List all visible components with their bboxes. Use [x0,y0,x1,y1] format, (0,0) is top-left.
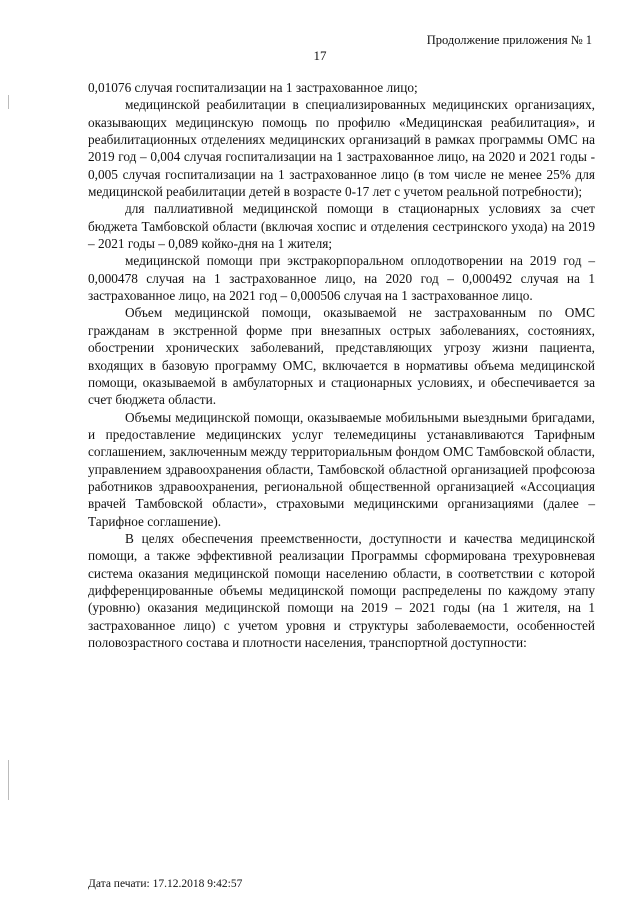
paragraph-6: Объемы медицинской помощи, оказываемые мобильными выездными бригадами, и предоставление медицинских услуг телемедицины устанавливаются Тарифным соглашением, заключенным между территориальным фондом ОМС Тамбовской области, управлением здравоохранения области, Тамбовской областной организацией профсоюза работников здравоохранения, региональной общественной организацией «Ассоциация врачей Тамбовской области», страховыми медицинскими организациями (далее – Тарифное соглашение). [88,409,595,529]
paragraph-1: 0,01076 случая госпитализации на 1 застрахованное лицо; [88,80,418,95]
paragraph-4: медицинской помощи при экстракорпоральном оплодотворении на 2019 год – 0,000478 случая на 1 застрахованное лицо, на 2020 год – 0,000492 случая на 1 застрахованное лицо, на 2021 год – 0,000506 случая на 1 застрахованное лицо. [88,253,595,304]
paragraph-2: медицинской реабилитации в специализированных медицинских организациях, оказывающих медицинскую помощь по профилю «Медицинская реабилитация», и реабилитационных отделениях медицинских организаций в рамках программы ОМС на 2019 год – 0,004 случая госпитализации на 1 застрахованное лицо, на 2020 и 2021 годы - 0,005 случая госпитализации на 1 застрахованное лицо (в том числе не менее 25% для медицинской реабилитации детей в возрасте 0-17 лет с учетом реальной потребности); [88,97,595,200]
paragraph-5: Объем медицинской помощи, оказываемой не застрахованным по ОМС гражданам в экстренной форме при внезапных острых заболеваниях, состояниях, обострении хронических заболеваний, представляющих угрозу жизни пациента, входящих в базовую программу ОМС, включается в нормативы объема медицинской помощи, оказываемой в амбулаторных и стационарных условиях, и обеспечивается за счет бюджета области. [88,305,595,408]
appendix-continuation-note: Продолжение приложения № 1 [426,33,592,47]
document-body [88,79,595,651]
paragraph-3: для паллиативной медицинской помощи в стационарных условиях за счет бюджета Тамбовской области (включая хоспис и отделения сестринского ухода) на 2019 – 2021 годы – 0,089 койко-дня на 1 жителя; [88,201,595,252]
paragraph-7: В целях обеспечения преемственности, доступности и качества медицинской помощи, а также эффективной реализации Программы сформирована трехуровневая система оказания медицинской помощи населению области, в соответствии с которой дифференцированные объемы медицинской помощи распределены по каждому этапу (уровню) оказания медицинской помощи на 2019 – 2021 годы (на 1 жителя, на 1 застрахованное лицо) с учетом уровня и структуры заболеваемости, особенностей половозрастного состава и плотности населения, транспортной доступности: [88,530,595,650]
scan-edge-mark [8,95,9,109]
print-date: Дата печати: 17.12.2018 9:42:57 [88,878,243,890]
scan-edge-mark [8,760,9,800]
page-number: 17 [313,48,327,63]
